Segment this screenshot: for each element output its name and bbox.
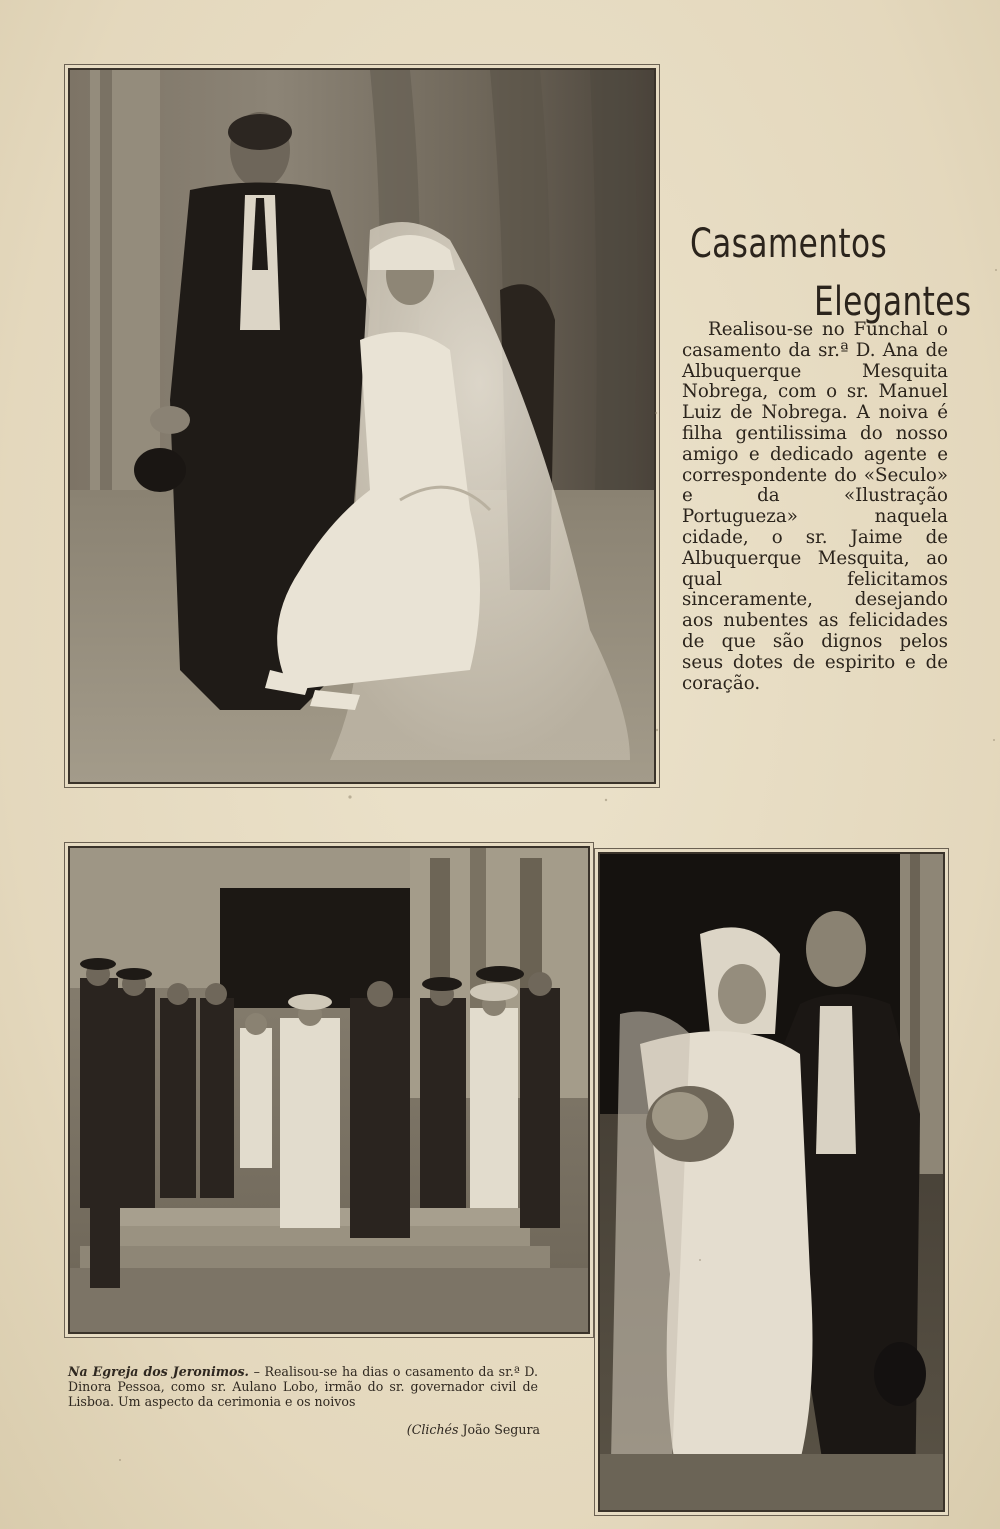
church-crowd-image xyxy=(70,848,588,1332)
bride-and-gentleman-photo xyxy=(598,852,945,1512)
wedding-portrait-image xyxy=(70,70,654,782)
credit-label: (Clichés xyxy=(406,1422,459,1437)
bride-and-gentleman-image xyxy=(600,854,943,1510)
photo-caption xyxy=(68,1364,538,1410)
article-body: Realisou-se no Funchal o casamento da sr.ª D. Ana de Albuquerque Mesquita Nobrega, com o sr. Manuel Luiz de Nobrega. A noiva é filha gentilissima do nosso amigo e dedicado agente e correspondente do «Seculo» e da «Ilustração Portugueza» naquela cidade, o sr. Jaime de Albuquerque Mesquita, ao qual felicitamos sinceramente, desejando aos nubentes as felicidades de que são dignos pelos seus dotes de espirito e de coração. xyxy=(682,319,948,694)
article-title-line1: Casamentos xyxy=(690,220,888,267)
caption-lead: Na Egreja dos Jeronimos. xyxy=(68,1364,249,1379)
wedding-portrait-photo xyxy=(68,68,656,784)
caption-text: – Realisou-se ha dias o casamento da sr.ª D. Dinora Pessoa, como sr. Aulano Lobo, irmão do sr. governador civil de Lisboa. Um aspecto da cerimonia e os noivos xyxy=(68,1364,538,1410)
photo-credit xyxy=(380,1422,540,1437)
credit-name: João Segura xyxy=(462,1422,540,1437)
church-crowd-photo xyxy=(68,846,590,1334)
article-title-line2: Elegantes xyxy=(814,278,972,325)
